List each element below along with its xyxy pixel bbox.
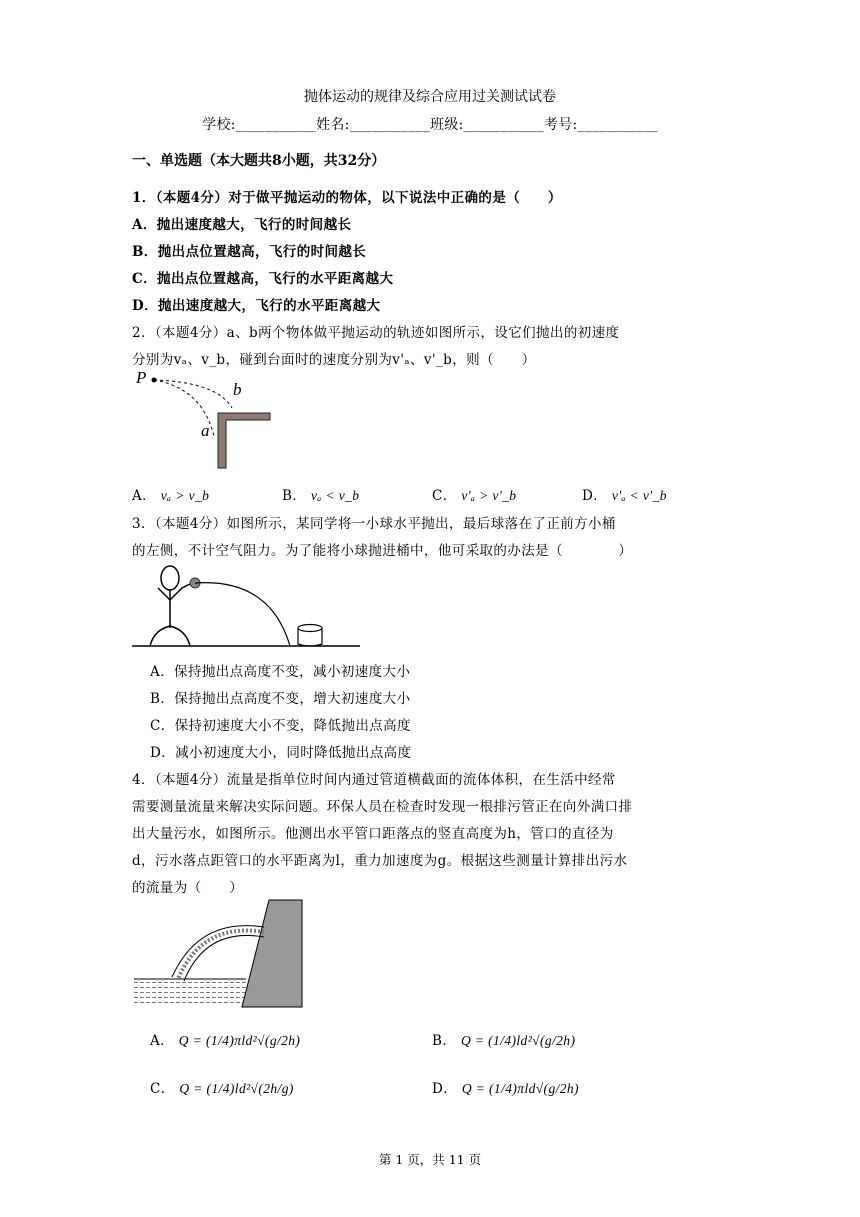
q2-option-c-label: C．	[432, 488, 457, 504]
fig-label-p: P	[136, 368, 147, 387]
q1-option-b: B．抛出点位置越高，飞行的时间越长	[132, 244, 367, 260]
fig-label-b: b	[233, 380, 242, 399]
q4-line2: 需要测量流量来解决实际问题。环保人员在检查时发现一根排污管正在向外满口排	[132, 799, 633, 815]
q4-option-b-expr: Q = (1/4)ld²√(g/2h)	[460, 1033, 576, 1048]
q4-option-a	[150, 1022, 300, 1060]
q2-line2: 分别为vₐ、v_b，碰到台面时的速度分别为v'ₐ、v'_b，则（ ）	[132, 352, 536, 368]
q4-line1: 4．（本题4分）流量是指单位时间内通过管道横截面的流体体积，在生活中经常	[132, 772, 616, 788]
q2-option-b-expr: vₐ < v_b	[310, 488, 360, 503]
student-info-line: 学校:___________姓名:___________班级:___________考号:___________	[202, 117, 658, 133]
q1-option-c: C．抛出点位置越高，飞行的水平距离越大	[132, 271, 394, 287]
q3-option-c: C．保持初速度大小不变，降低抛出点高度	[150, 718, 411, 734]
q4-option-b	[432, 1022, 575, 1060]
q4-option-c-expr: Q = (1/4)ld²√(2h/g)	[179, 1081, 294, 1096]
q2-option-d-label: D．	[582, 488, 608, 504]
q1-option-a: A．抛出速度越大，飞行的时间越长	[132, 217, 352, 233]
q4-option-a-expr: Q = (1/4)πld²√(g/2h)	[178, 1033, 301, 1048]
q3-option-a: A．保持抛出点高度不变，减小初速度大小	[150, 664, 411, 680]
q4-option-d-expr: Q = (1/4)πld√(g/2h)	[461, 1081, 579, 1096]
q1-option-d: D．抛出速度越大，飞行的水平距离越大	[132, 298, 381, 314]
page-footer: 第 1 页，共 11 页	[378, 1152, 482, 1167]
q2-line1: 2．（本题4分）a、b两个物体做平抛运动的轨迹如图所示，设它们抛出的初速度	[132, 325, 620, 341]
q4-option-a-label: A．	[150, 1033, 175, 1049]
q4-option-d	[432, 1070, 579, 1108]
page-title: 抛体运动的规律及综合应用过关测试试卷	[304, 89, 556, 105]
q4-option-b-label: B．	[432, 1033, 457, 1049]
fig-label-a: a	[201, 421, 210, 440]
q3-line2: 的左侧，不计空气阻力。为了能将小球抛进桶中，他可采取的办法是（ ）	[132, 543, 633, 559]
q4-drain-pipe-figure	[134, 895, 309, 1010]
q3-line1: 3．（本题4分）如图所示，某同学将一小球水平抛出，最后球落在了正前方小桶	[132, 516, 616, 532]
q2-option-a-expr: vₐ > v_b	[160, 488, 210, 503]
q4-line4: d，污水落点距管口的水平距离为l，重力加速度为g。根据这些测量计算排出污水	[132, 853, 628, 869]
q4-line3: 出大量污水，如图所示。他测出水平管口距落点的竖直高度为h，管口的直径为	[132, 826, 614, 842]
q2-option-d-expr: v'ₐ < v'_b	[611, 488, 667, 503]
q2-option-b-label: B．	[282, 488, 307, 504]
q2-option-c-expr: v'ₐ > v'_b	[461, 488, 517, 503]
q2-option-a-label: A．	[132, 488, 157, 504]
q3-option-b: B．保持抛出点高度不变，增大初速度大小	[150, 691, 411, 707]
q3-option-d: D．减小初速度大小，同时降低抛出点高度	[150, 745, 412, 761]
q3-throw-figure	[132, 560, 362, 650]
section-heading: 一、单选题（本大题共8小题，共32分）	[132, 153, 386, 169]
q4-option-c	[150, 1070, 294, 1108]
q4-line5: 的流量为（ ）	[132, 880, 244, 896]
q4-option-d-label: D．	[432, 1081, 458, 1097]
q4-option-c-label: C．	[150, 1081, 175, 1097]
q1-stem: 1．（本题4分）对于做平抛运动的物体，以下说法中正确的是（ ）	[132, 190, 562, 206]
